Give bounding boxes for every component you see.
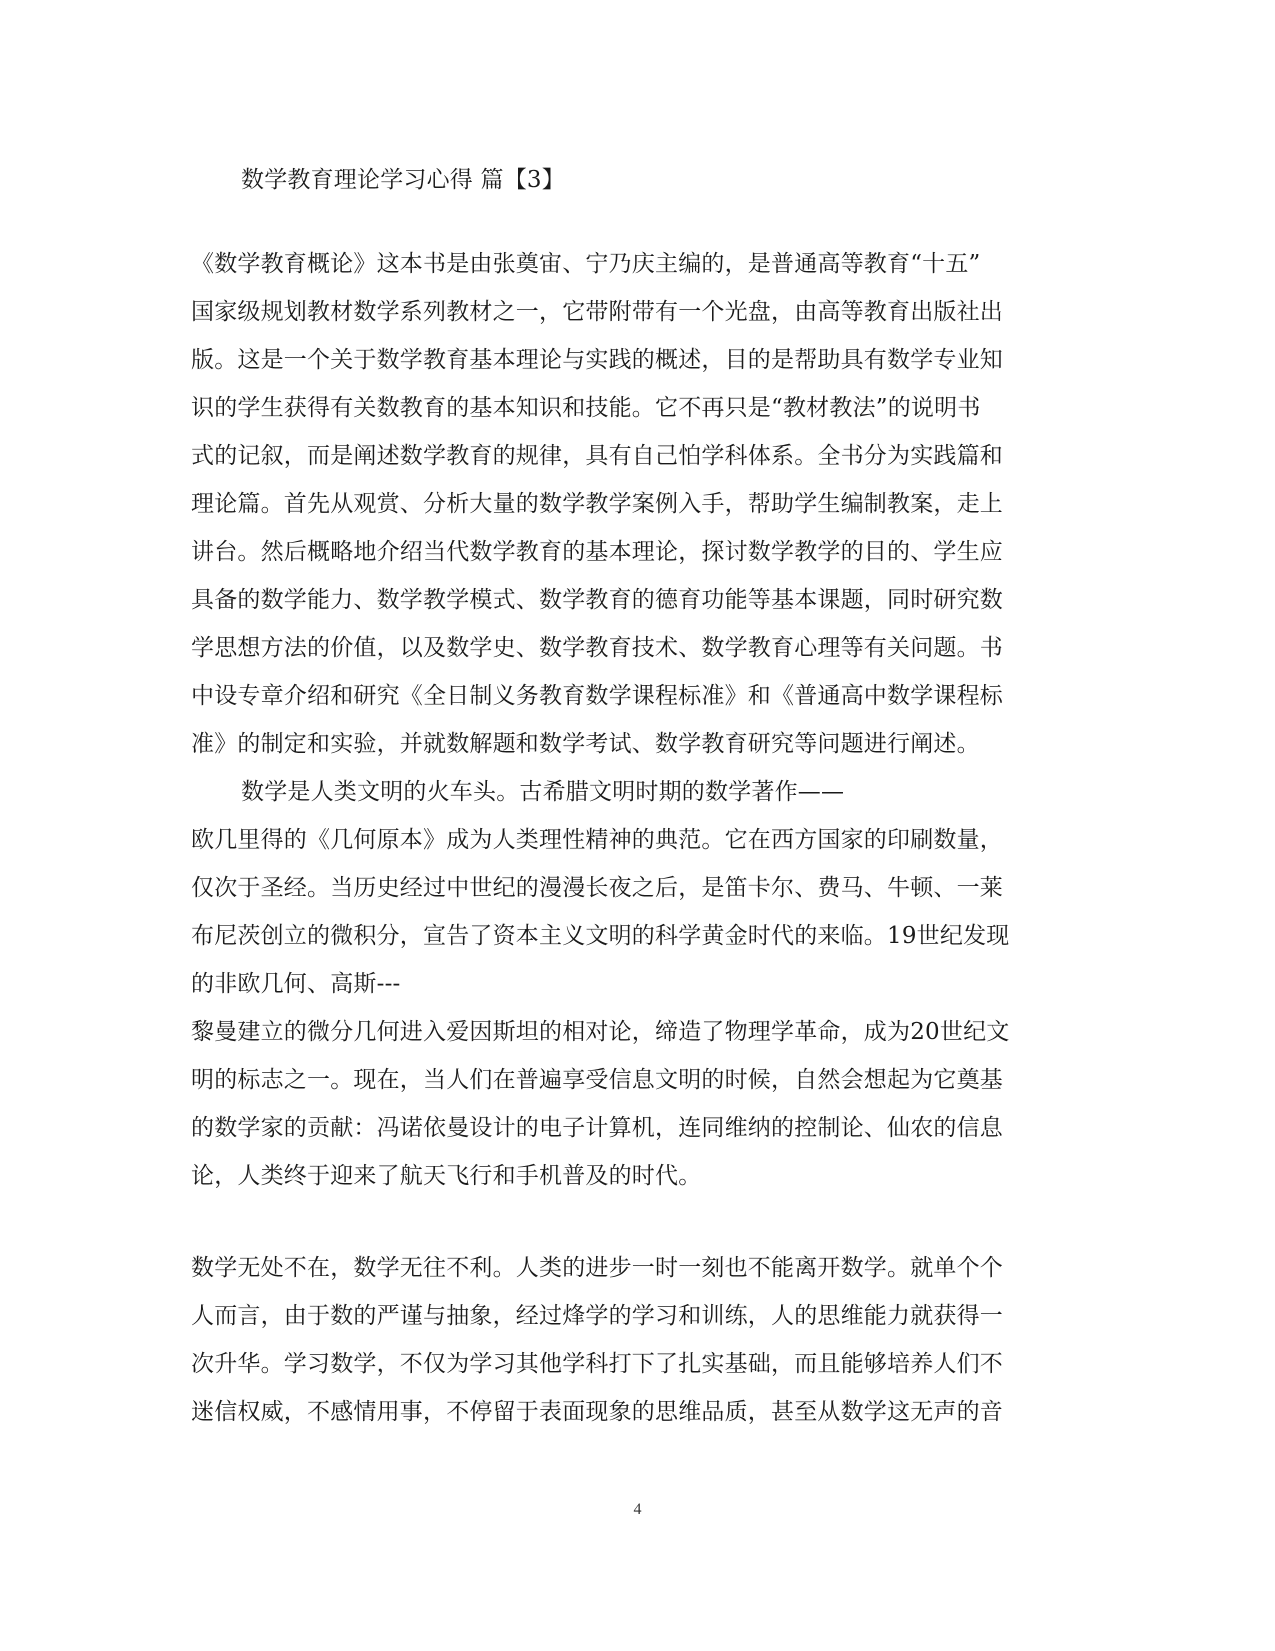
paragraph-2-line: 仅次于圣经。当历史经过中世纪的漫漫长夜之后，是笛卡尔、费马、牛顿、一莱: [191, 875, 1003, 901]
paragraph-1-line: 国家级规划教材数学系列教材之一，它带附带有一个光盘，由高等教育出版社出: [191, 299, 1003, 325]
paragraph-1-line: 《数学教育概论》这本书是由张奠宙、宁乃庆主编的，是普通高等教育“十五”: [191, 251, 981, 277]
paragraph-1-line: 理论篇。首先从观赏、分析大量的数学教学案例入手，帮助学生编制教案，走上: [191, 491, 1003, 517]
paragraph-2-line: 明的标志之一。现在，当人们在普遍享受信息文明的时候，自然会想起为它奠基: [191, 1067, 1003, 1093]
paragraph-1-line: 具备的数学能力、数学教学模式、数学教育的德育功能等基本课题，同时研究数: [191, 587, 1003, 613]
paragraph-3-line: 次升华。学习数学，不仅为学习其他学科打下了扎实基础，而且能够培养人们不: [191, 1351, 1003, 1377]
paragraph-1-line: 学思想方法的价值，以及数学史、数学教育技术、数学教育心理等有关问题。书: [191, 635, 1003, 661]
paragraph-2-line: 欧几里得的《几何原本》成为人类理性精神的典范。它在西方国家的印刷数量，: [191, 827, 1003, 853]
paragraph-3-line: 迷信权威，不感情用事，不停留于表面现象的思维品质，甚至从数学这无声的音: [191, 1399, 1003, 1425]
page-number: 4: [633, 1501, 642, 1518]
paragraph-3-line: 数学无处不在，数学无往不利。人类的进步一时一刻也不能离开数学。就单个个: [191, 1255, 1003, 1281]
paragraph-2-line: 数学是人类文明的火车头。古希腊文明时期的数学著作——: [241, 779, 845, 805]
paragraph-3-line: 人而言，由于数的严谨与抽象，经过烽学的学习和训练，人的思维能力就获得一: [191, 1303, 1003, 1329]
section-heading: 数学教育理论学习心得 篇【3】: [241, 167, 565, 193]
paragraph-1-line: 式的记叙，而是阐述数学教育的规律，具有自己怕学科体系。全书分为实践篇和: [191, 443, 1003, 469]
paragraph-1-line: 版。这是一个关于数学教育基本理论与实践的概述，目的是帮助具有数学专业知: [191, 347, 1003, 373]
paragraph-2-line: 论，人类终于迎来了航天飞行和手机普及的时代。: [191, 1163, 702, 1189]
paragraph-1-line: 准》的制定和实验，并就数解题和数学考试、数学教育研究等问题进行阐述。: [191, 731, 980, 757]
paragraph-2-line: 的非欧几何、高斯---: [191, 971, 401, 997]
paragraph-1-line: 讲台。然后概略地介绍当代数学教育的基本理论，探讨数学教学的目的、学生应: [191, 539, 1003, 565]
paragraph-1-line: 中设专章介绍和研究《全日制义务教育数学课程标准》和《普通高中数学课程标: [191, 683, 1003, 709]
paragraph-2-line: 的数学家的贡献：冯诺依曼设计的电子计算机，连同维纳的控制论、仙农的信息: [191, 1115, 1003, 1141]
paragraph-2-line: 布尼茨创立的微积分，宣告了资本主义文明的科学黄金时代的来临。19世纪发现: [191, 923, 1010, 949]
paragraph-1-line: 识的学生获得有关数教育的基本知识和技能。它不再只是“教材教法”的说明书: [191, 395, 981, 421]
paragraph-2-line: 黎曼建立的微分几何进入爱因斯坦的相对论，缔造了物理学革命，成为20世纪文: [191, 1019, 1010, 1045]
